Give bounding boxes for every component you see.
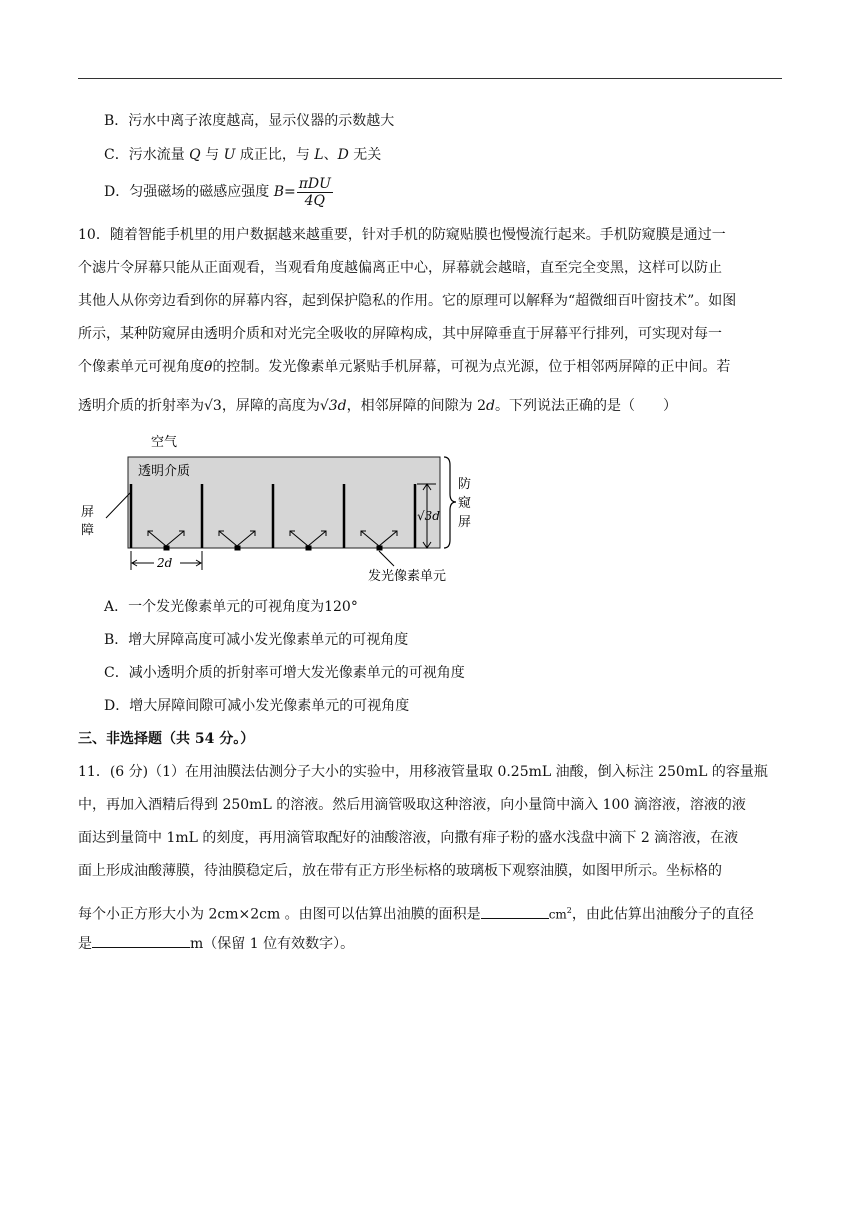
pixel-unit [164, 546, 169, 550]
q11-line-5 [78, 901, 754, 925]
unit-exponent: 2 [566, 906, 572, 915]
q11-line-5-text: ，由此估算出油酸分子的直径 [571, 906, 754, 923]
q10-option-a[interactable]: A．一个发光像素单元的可视角度为120° [104, 599, 358, 615]
q11-line-3: 面达到量筒中 1mL 的刻度，再用滴管取配好的油酸溶液，向撒有痱子粉的盛水浅盘中滴下 2 滴溶液，在液 [78, 830, 739, 846]
q10-line-2: 个滤片令屏幕只能从正面观看，当观看角度越偏离正中心，屏幕就会越暗，直至完全变黑，这样可以防止 [78, 260, 722, 276]
q11-line-5-text: 每个小正方形大小为 2cm×2cm 。由图可以估算出油膜的面积是 [78, 906, 481, 923]
q11-line-6-text: m（保留 1 位有效数字）。 [190, 936, 355, 952]
var-b: B [273, 184, 284, 200]
q11-line-1: 11．(6 分)（1）在用油膜法估测分子大小的实验中，用移液管量取 0.25mL 油酸，倒入标注 250mL 的容量瓶 [78, 764, 768, 780]
label-gap: 2d [157, 556, 173, 570]
var-theta: θ [204, 359, 213, 375]
label-screen-2: 窥 [458, 496, 472, 511]
q10-line-1: 10．随着智能手机里的用户数据越来越重要，针对手机的防窥贴膜也慢慢流行起来。手机防窥膜是通过一 [78, 227, 726, 243]
answer-blank-area[interactable] [481, 918, 549, 919]
q10-line-5 [78, 357, 730, 377]
brace [444, 457, 456, 548]
q10-line-6-text: ，相邻屏障的间隙为 2 [346, 398, 486, 414]
q10-line-6-text: 透明介质的折射率为 [78, 398, 204, 414]
q9-option-c-text: 无关 [348, 147, 382, 163]
label-air: 空气 [151, 435, 178, 450]
label-medium: 透明介质 [138, 464, 191, 479]
unit-cm: cm [548, 907, 567, 922]
q10-line-6-text: ，屏障的高度为 [221, 398, 320, 414]
label-screen-3: 屏 [458, 515, 472, 530]
pixel-leader [379, 551, 394, 566]
var-d: d [485, 398, 495, 414]
label-barrier-2: 障 [81, 523, 95, 538]
pixel-unit [306, 546, 311, 550]
q9-option-c-text: 、 [323, 147, 338, 163]
label-pixel: 发光像素单元 [368, 569, 447, 584]
q10-option-b[interactable]: B．增大屏障高度可减小发光像素单元的可视角度 [104, 632, 409, 648]
var-d: D [337, 147, 349, 163]
q11-line-4: 面上形成油酸薄膜，待油膜稳定后，放在带有正方形坐标格的玻璃板下观察油膜，如图甲所示。坐标格的 [78, 863, 722, 879]
q10-option-c[interactable]: C．减小透明介质的折射率可增大发光像素单元的可视角度 [104, 665, 465, 681]
q10-line-6-text: 。下列说法正确的是（ ） [494, 398, 677, 414]
q10-line-4: 所示，某种防窥屏由透明介质和对光完全吸收的屏障构成，其中屏障垂直于屏幕平行排列，可实现对每一 [78, 326, 722, 342]
q10-line-5-text: 个像素单元可视角度 [78, 359, 204, 375]
q9-option-b[interactable]: B．污水中离子浓度越高，显示仪器的示数越大 [104, 113, 395, 129]
refractive-index-value: √3 [204, 398, 222, 414]
fraction [297, 176, 333, 209]
q10-line-5-text: 的控制。发光像素单元紧贴手机屏幕，可视为点光源，位于相邻两屏障的正中间。若 [212, 359, 731, 375]
q9-option-c[interactable] [104, 145, 381, 165]
pixel-unit [235, 546, 240, 550]
section-heading: 三、非选择题（共 54 分。） [78, 731, 255, 747]
label-barrier-1: 屏 [81, 505, 95, 520]
fraction-numerator: πDU [298, 175, 331, 192]
q11-line-6-text: 是 [78, 936, 92, 952]
q10-option-d[interactable]: D．增大屏障间隙可减小发光像素单元的可视角度 [104, 698, 410, 714]
q11-line-6 [78, 934, 354, 954]
header-rule [78, 78, 782, 79]
equals-sign: = [283, 184, 296, 200]
q11-line-2: 中，再加入酒精后得到 250mL 的溶液。然后用滴管吸取这种溶液，向小量筒中滴入 100 滴溶液，溶液的液 [78, 797, 746, 813]
q10-line-6 [78, 396, 677, 416]
barrier-leader [106, 492, 131, 518]
q9-option-c-text: C．污水流量 [104, 147, 190, 163]
var-l: L [314, 147, 324, 163]
q10-line-3: 其他人从你旁边看到你的屏幕内容，起到保护隐私的作用。它的原理可以解释为“超微细百叶窗技术”。如图 [78, 293, 737, 309]
label-barrier-height: √3d [417, 509, 440, 523]
var-q: Q [189, 147, 201, 163]
q9-option-d-text: D．匀强磁场的磁感应强度 [104, 184, 274, 200]
fraction-denominator: 4Q [304, 192, 326, 209]
q9-option-c-text: 与 [200, 147, 224, 163]
q9-option-d[interactable] [104, 175, 334, 209]
pixel-unit [377, 546, 382, 550]
var-u: U [223, 147, 236, 163]
label-screen-1: 防 [458, 477, 472, 492]
barrier-height-value: √3d [319, 398, 347, 414]
q9-option-c-text: 成正比，与 [235, 147, 315, 163]
privacy-screen-diagram [76, 430, 476, 585]
answer-blank-diameter[interactable] [92, 947, 190, 948]
